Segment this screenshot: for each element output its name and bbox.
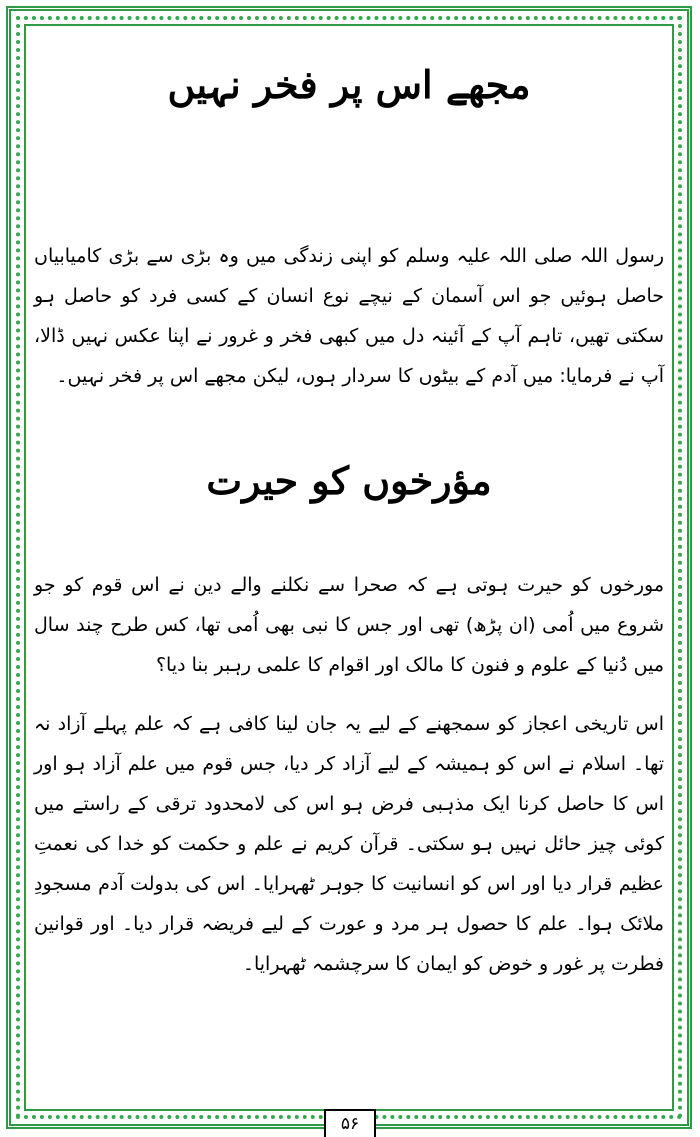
page-content xyxy=(34,40,664,1100)
paragraph-1: رسول اللہ صلی اللہ علیہ وسلم کو اپنی زندگی میں وہ بڑی سے بڑی کامیابیاں حاصل ہوئیں جو اس آسمان کے نیچے نوع انسان کے کسی فرد کو حاصل ہو سکتی تھیں، تاہم آپ کے آئینہ دل میں کبھی فخر و غرور نے اپنا عکس نہیں ڈالا، آپ نے فرمایا: میں آدم کے بیٹوں کا سردار ہوں، لیکن مجھے اس پر فخر نہیں۔ xyxy=(34,244,664,387)
paragraph-3: اس تاریخی اعجاز کو سمجھنے کے لیے یہ جان لینا کافی ہے کہ علم پہلے آزاد نہ تھا۔ اسلام نے اس کو ہمیشہ کے لیے آزاد کر دیا، جس قوم میں علم آزاد ہو اور اس کا حاصل کرنا ایک مذہبی فرض ہو اس کی لامحدود ترقی کے راستے میں کوئی چیز حائل نہیں ہو سکتی۔ قرآن کریم نے علم و حکمت کو خدا کی نعمتِ عظیم قرار دیا اور اس کو انسانیت کا جوہر ٹھہرایا۔ اس کی بدولت آدم مسجودِ ملائک ہوا۔ علم کا حصول ہر مرد و عورت کے لیے فریضہ قرار دیا۔ اور قوانین فطرت پر غور و خوض کو ایمان کا سرچشمہ ٹھہرایا۔ xyxy=(34,713,664,976)
paragraph-2: مورخوں کو حیرت ہوتی ہے کہ صحرا سے نکلنے والے دین نے اس قوم کو جو شروع میں اُمی (ان پڑھ) تھی اور جس کا نبی بھی اُمی تھا، کس طرح چند سال میں دُنیا کے علوم و فنون کا مالک اور اقوام کا علمی رہبر بنا دیا؟ xyxy=(34,574,664,677)
page-number: ۵۶ xyxy=(324,1109,376,1137)
section-heading-1: مجھے اس پر فخر نہیں xyxy=(167,62,531,107)
section-heading-2: مؤرخوں کو حیرت xyxy=(206,457,492,503)
